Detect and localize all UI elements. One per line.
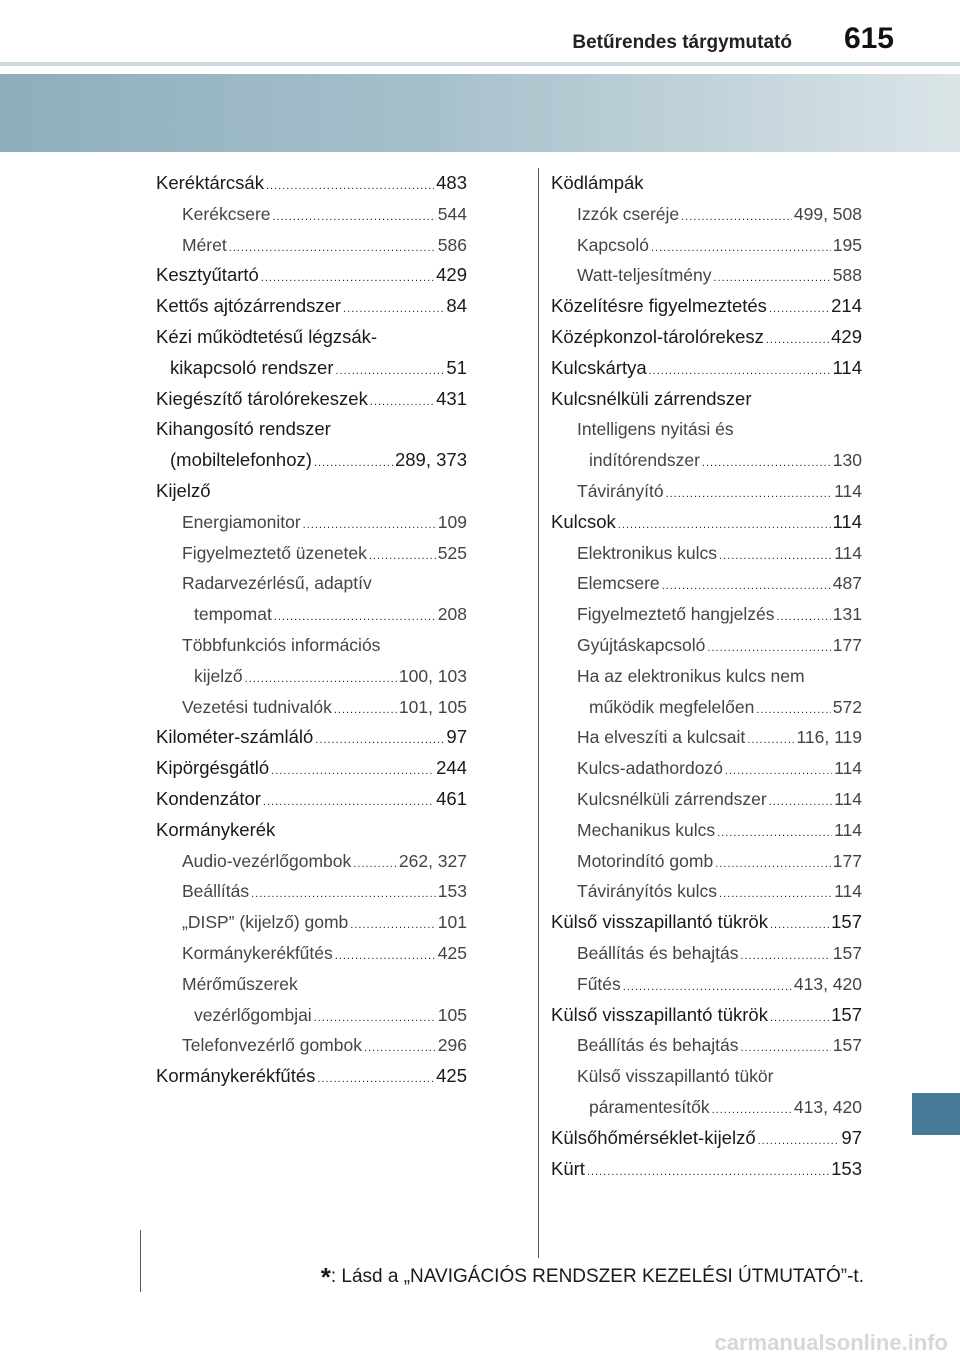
page-reference: 131 (832, 604, 862, 625)
index-entry (156, 507, 467, 538)
page-reference: 195 (832, 234, 862, 255)
index-column-left (156, 168, 467, 1092)
index-term: tempomat (194, 604, 272, 625)
page-reference: 157 (832, 942, 862, 963)
dot-leader (303, 510, 436, 541)
index-term: Kulcskártya (551, 356, 647, 378)
section-title: Betűrendes tárgymutató (572, 32, 792, 53)
index-entry (156, 815, 467, 846)
dot-leader (770, 910, 829, 941)
dot-leader (769, 294, 829, 325)
page-reference: 177 (832, 850, 862, 871)
page-reference: 101, 105 (398, 696, 467, 717)
index-term: Elemcsere (577, 573, 660, 594)
page-reference: 208 (437, 604, 467, 625)
column-divider (538, 168, 539, 1258)
dot-leader (719, 879, 832, 910)
page-reference: 572 (832, 696, 862, 717)
index-entry (551, 938, 862, 969)
dot-leader (263, 787, 434, 818)
index-entry (156, 568, 467, 599)
page-reference: 425 (437, 942, 467, 963)
dot-leader (274, 602, 436, 633)
page-reference: 97 (446, 726, 467, 748)
page-reference: 100, 103 (398, 665, 467, 686)
index-term: Külső visszapillantó tükör (577, 1066, 774, 1087)
page-reference: 114 (834, 542, 862, 563)
dot-leader (618, 510, 831, 541)
dot-leader (266, 171, 434, 202)
index-entry (156, 199, 467, 230)
index-term: kikapcsoló rendszer (170, 356, 334, 378)
page-reference: 586 (437, 234, 467, 255)
dot-leader (271, 756, 434, 787)
index-entry (156, 414, 467, 445)
index-entry (551, 322, 862, 353)
index-term: Kulcs-adathordozó (577, 758, 723, 779)
index-term: Gyújtáskapcsoló (577, 634, 706, 655)
index-entry (156, 353, 467, 384)
dot-leader (350, 910, 436, 941)
index-entry (156, 1030, 467, 1061)
index-entry (551, 876, 862, 907)
index-term: Kondenzátor (156, 787, 261, 809)
page-reference: 114 (834, 819, 862, 840)
dot-leader (717, 818, 832, 849)
page-reference: 153 (831, 1157, 862, 1179)
page-reference: 157 (832, 1035, 862, 1056)
page-reference: 114 (834, 480, 862, 501)
index-term: Vezetési tudnivalók (182, 696, 332, 717)
index-term: Intelligens nyitási és (577, 419, 734, 440)
page-reference: 114 (834, 788, 862, 809)
index-term: vezérlőgombjai (194, 1004, 312, 1025)
index-entry (551, 1123, 862, 1154)
index-entry (156, 876, 467, 907)
dot-leader (715, 849, 831, 880)
header-banner (0, 74, 960, 152)
page-reference: 262, 327 (398, 850, 467, 871)
index-term: Külsőhőmérséklet-kijelző (551, 1126, 756, 1148)
page-reference: 84 (446, 295, 467, 317)
dot-leader (334, 695, 397, 726)
index-entry (156, 291, 467, 322)
index-entry (156, 384, 467, 415)
chapter-tab (912, 1093, 960, 1135)
index-entry (551, 291, 862, 322)
index-entry (551, 1092, 862, 1123)
index-term: Ködlámpák (551, 172, 644, 193)
index-term: Kijelző (156, 479, 211, 501)
index-term: Kilométer-számláló (156, 726, 314, 748)
dot-leader (702, 448, 831, 479)
page-reference: 130 (832, 450, 862, 471)
dot-leader (769, 787, 832, 818)
index-term: Kiegészítő tárolórekeszek (156, 387, 368, 409)
page-reference: 483 (436, 172, 467, 193)
dot-leader (314, 448, 393, 479)
index-entry (551, 907, 862, 938)
dot-leader (741, 1033, 831, 1064)
dot-leader (719, 541, 832, 572)
page-reference: 525 (437, 542, 467, 563)
index-term: Radarvezérlésű, adaptív (182, 573, 372, 594)
page-reference: 413, 420 (793, 973, 862, 994)
index-term: indítórendszer (589, 450, 700, 471)
index-entry (551, 661, 862, 692)
index-term: Mérőműszerek (182, 973, 298, 994)
page-number: 615 (843, 22, 894, 55)
index-entry (551, 722, 862, 753)
index-entry (156, 969, 467, 1000)
dot-leader (758, 1126, 840, 1157)
index-entry (156, 168, 467, 199)
index-term: kijelző (194, 665, 243, 686)
page-reference: 296 (437, 1035, 467, 1056)
page-reference: 114 (834, 881, 862, 902)
index-term: Audio-vezérlőgombok (182, 850, 352, 871)
index-entry (156, 230, 467, 261)
index-entry (156, 630, 467, 661)
dot-leader (623, 972, 792, 1003)
index-entry (551, 199, 862, 230)
page-reference: 413, 420 (793, 1096, 862, 1117)
page-reference: 289, 373 (394, 449, 467, 471)
index-entry (551, 414, 862, 445)
index-term: Elektronikus kulcs (577, 542, 718, 563)
index-term: páramentesítők (589, 1096, 710, 1117)
index-term: Ha elveszíti a kulcsait (577, 727, 746, 748)
index-entry (156, 538, 467, 569)
dot-leader (229, 233, 436, 264)
index-entry (551, 384, 862, 415)
index-entry (551, 753, 862, 784)
dot-leader (353, 849, 397, 880)
page-reference: 97 (841, 1126, 862, 1148)
index-term: Kormánykerék (156, 818, 276, 840)
index-term: „DISP” (kijelző) gomb (182, 912, 349, 933)
dot-leader (725, 756, 832, 787)
dot-leader (245, 664, 397, 695)
dot-leader (343, 294, 444, 325)
index-term: Távirányító (577, 480, 664, 501)
dot-leader (370, 387, 434, 418)
index-term: Kulcsok (551, 510, 616, 532)
index-entry (551, 568, 862, 599)
index-entry (551, 538, 862, 569)
dot-leader (587, 1157, 829, 1188)
page-reference: 153 (437, 881, 467, 902)
index-entry (156, 599, 467, 630)
index-term: Watt-teljesítmény (577, 265, 712, 286)
page-reference: 157 (831, 1003, 862, 1025)
index-term: Energiamonitor (182, 511, 301, 532)
dot-leader (315, 725, 444, 756)
index-term: Kulcsnélküli zárrendszer (577, 788, 767, 809)
index-term: Kipörgésgátló (156, 757, 270, 779)
index-entry (156, 938, 467, 969)
index-entry (551, 230, 862, 261)
page-header (0, 0, 960, 62)
dot-leader (756, 695, 830, 726)
page-reference: 114 (834, 758, 862, 779)
index-term: Távirányítós kulcs (577, 881, 718, 902)
index-term: Kesztyűtartó (156, 264, 259, 286)
index-entry (551, 815, 862, 846)
index-entry (156, 846, 467, 877)
page-reference: 431 (436, 387, 467, 409)
index-term: Fűtés (577, 973, 621, 994)
index-term: Telefonvezérlő gombok (182, 1035, 362, 1056)
index-entry (156, 661, 467, 692)
index-entry (156, 322, 467, 353)
page-reference: 487 (832, 573, 862, 594)
dot-leader (707, 633, 830, 664)
index-term: Kézi működtetésű légzsák- (156, 325, 378, 347)
index-entry (551, 692, 862, 723)
page-reference: 429 (436, 264, 467, 286)
index-term: (mobiltelefonhoz) (170, 449, 312, 471)
footnote-text: : Lásd a „NAVIGÁCIÓS RENDSZER KEZELÉSI ÚTMUTATÓ”-t. (330, 1266, 864, 1287)
index-entry (156, 784, 467, 815)
header-divider (0, 62, 960, 66)
dot-leader (336, 356, 445, 387)
page-reference: 429 (831, 325, 862, 347)
page-reference: 588 (832, 265, 862, 286)
index-entry (551, 1061, 862, 1092)
index-entry (156, 692, 467, 723)
margin-rule (140, 1230, 141, 1292)
index-entry (551, 1154, 862, 1185)
index-term: Mechanikus kulcs (577, 819, 716, 840)
index-term: Kormánykerékfűtés (156, 1065, 316, 1087)
page-reference: 177 (832, 634, 862, 655)
index-term: Külső visszapillantó tükrök (551, 911, 768, 933)
index-entry (551, 969, 862, 1000)
dot-leader (364, 1033, 436, 1064)
dot-leader (335, 941, 436, 972)
dot-leader (314, 1003, 436, 1034)
dot-leader (273, 202, 436, 233)
dot-leader (747, 725, 794, 756)
page-reference: 244 (436, 757, 467, 779)
index-term: Keréktárcsák (156, 172, 264, 193)
page-reference: 499, 508 (793, 203, 862, 224)
index-term: Kormánykerékfűtés (182, 942, 333, 963)
index-term: Középkonzol-tárolórekesz (551, 325, 764, 347)
page-reference: 105 (437, 1004, 467, 1025)
index-entry (156, 476, 467, 507)
dot-leader (666, 479, 833, 510)
dot-leader (317, 1064, 434, 1095)
watermark: carmanualsonline.info (714, 1330, 948, 1355)
index-entry (551, 260, 862, 291)
index-entry (156, 1000, 467, 1031)
index-term: működik megfelelően (589, 696, 755, 717)
index-entry (156, 445, 467, 476)
dot-leader (714, 263, 831, 294)
dot-leader (712, 1095, 792, 1126)
dot-leader (770, 1003, 829, 1034)
footnote-star: * (320, 1262, 331, 1292)
dot-leader (261, 263, 434, 294)
page-reference: 114 (832, 510, 862, 532)
index-entry (551, 784, 862, 815)
index-term: Motorindító gomb (577, 850, 714, 871)
index-term: Beállítás és behajtás (577, 1035, 739, 1056)
index-term: Beállítás (182, 881, 250, 902)
index-term: Ha az elektronikus kulcs nem (577, 665, 805, 686)
index-term: Kulcsnélküli zárrendszer (551, 387, 752, 409)
index-column-right (551, 168, 862, 1184)
index-entry (156, 722, 467, 753)
index-entry (551, 445, 862, 476)
dot-leader (681, 202, 792, 233)
page-reference: 214 (831, 295, 862, 317)
index-term: Közelítésre figyelmeztetés (551, 295, 767, 317)
index-term: Figyelmeztető üzenetek (182, 542, 367, 563)
page-reference: 51 (446, 356, 467, 378)
page-reference: 114 (832, 356, 862, 378)
index-term: Külső visszapillantó tükrök (551, 1003, 768, 1025)
dot-leader (741, 941, 831, 972)
dot-leader (662, 571, 831, 602)
index-entry (156, 753, 467, 784)
index-term: Kerékcsere (182, 203, 271, 224)
index-entry (551, 599, 862, 630)
index-term: Kürt (551, 1157, 585, 1179)
index-term: Kettős ajtózárrendszer (156, 295, 342, 317)
dot-leader (251, 879, 436, 910)
dot-leader (766, 325, 829, 356)
page-reference: 101 (437, 912, 467, 933)
page-reference: 157 (831, 911, 862, 933)
index-entry (551, 507, 862, 538)
page-reference: 425 (436, 1065, 467, 1087)
page-reference: 109 (437, 511, 467, 532)
page-reference: 461 (436, 787, 467, 809)
index-entry (551, 846, 862, 877)
footnote (321, 1262, 864, 1293)
index-entry (551, 476, 862, 507)
index-term: Kapcsoló (577, 234, 649, 255)
page-reference: 116, 119 (796, 727, 862, 748)
index-entry (156, 907, 467, 938)
index-entry (156, 260, 467, 291)
index-entry (551, 1030, 862, 1061)
dot-leader (776, 602, 830, 633)
index-term: Többfunkciós információs (182, 634, 381, 655)
dot-leader (369, 541, 436, 572)
index-entry (551, 1000, 862, 1031)
dot-leader (651, 233, 831, 264)
dot-leader (649, 356, 831, 387)
index-term: Méret (182, 234, 227, 255)
index-term: Figyelmeztető hangjelzés (577, 604, 775, 625)
index-term: Beállítás és behajtás (577, 942, 739, 963)
page-reference: 544 (437, 203, 467, 224)
index-entry (156, 1061, 467, 1092)
index-entry (551, 168, 862, 199)
index-term: Izzók cseréje (577, 203, 680, 224)
index-term: Kihangosító rendszer (156, 418, 331, 440)
index-entry (551, 353, 862, 384)
index-entry (551, 630, 862, 661)
